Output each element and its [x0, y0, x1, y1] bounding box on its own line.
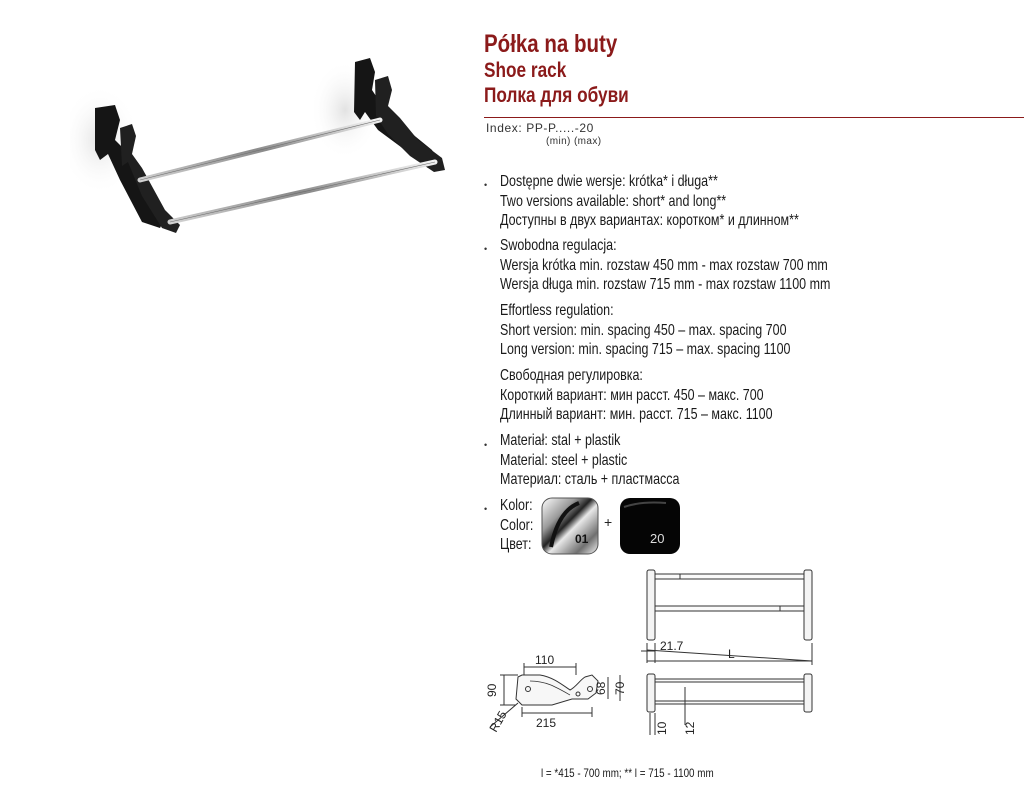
- color-swatches: [541, 497, 691, 559]
- dim-10: 10: [655, 721, 669, 735]
- regulation-english-heading: Effortless regulation:: [500, 302, 614, 319]
- index-code: Index: PP-P.....-20: [486, 121, 594, 135]
- bullet-icon: •: [484, 440, 488, 450]
- bullet-icon: •: [484, 244, 488, 254]
- regulation-english-short: Short version: min. spacing 450 – max. spacing 700: [500, 321, 787, 339]
- material-english: Material: steel + plastic: [500, 451, 628, 469]
- versions-russian: Доступны в двух вариантах: коротком* и длинном**: [500, 212, 799, 229]
- product-photo: [70, 50, 450, 240]
- material-russian: Материал: сталь + пластмасса: [500, 471, 680, 488]
- dim-70: 70: [613, 681, 627, 695]
- regulation-polish-long: Wersja długa min. rozstaw 715 mm - max rozstaw 1100 mm: [500, 276, 831, 293]
- swatch-chrome-code: 01: [575, 532, 589, 546]
- color-label-russian: Цвет:: [500, 536, 532, 553]
- material-polish: Materiał: stal + plastik: [500, 432, 621, 449]
- regulation-russian-short: Короткий вариант: мин расст. 450 – макс. 700: [500, 386, 764, 404]
- dim-90: 90: [485, 683, 499, 697]
- technical-drawing: [480, 565, 824, 745]
- regulation-polish: [500, 236, 830, 295]
- regulation-english: [500, 301, 790, 360]
- dim-68: 68: [594, 681, 608, 695]
- footnote: l = *415 - 700 mm; ** l = 715 - 1100 mm: [541, 766, 714, 780]
- dim-215: 215: [536, 716, 557, 730]
- versions-polish: Dostępne dwie wersje: krótka* i długa**: [500, 173, 718, 190]
- title-english: Shoe rack: [484, 59, 567, 82]
- swatch-chrome: [542, 498, 598, 554]
- versions-english: Two versions available: short* and long**: [500, 192, 727, 210]
- regulation-english-long: Long version: min. spacing 715 – max. spacing 1100: [500, 341, 791, 358]
- index-min-max: (min) (max): [546, 136, 602, 147]
- color-labels: [500, 496, 533, 555]
- bullet-icon: •: [484, 504, 488, 514]
- title-block: [484, 30, 661, 108]
- dim-110: 110: [535, 653, 555, 667]
- dim-21-7: 21.7: [660, 639, 684, 653]
- title-divider: [484, 117, 1024, 118]
- title-polish: Półka na buty: [484, 30, 618, 58]
- versions-list: [500, 172, 799, 231]
- dim-12: 12: [683, 721, 697, 735]
- regulation-polish-short: Wersja krótka min. rozstaw 450 mm - max rozstaw 700 mm: [500, 256, 828, 274]
- color-label-english: Color:: [500, 516, 534, 534]
- swatch-plus: +: [604, 514, 613, 530]
- regulation-russian-heading: Свободная регулировка:: [500, 367, 643, 384]
- dim-R15: R15: [486, 708, 510, 735]
- regulation-polish-heading: Swobodna regulacja:: [500, 237, 617, 254]
- regulation-russian: [500, 366, 773, 425]
- swatch-black-code: 20: [650, 531, 665, 546]
- material-list: [500, 431, 679, 490]
- dim-L: L: [728, 647, 735, 661]
- bullet-icon: •: [484, 180, 488, 190]
- title-russian: Полка для обуви: [484, 84, 629, 107]
- color-label-polish: Kolor:: [500, 497, 533, 514]
- regulation-russian-long: Длинный вариант: мин. расст. 715 – макс. 1100: [500, 406, 773, 423]
- swatch-black: [620, 498, 680, 554]
